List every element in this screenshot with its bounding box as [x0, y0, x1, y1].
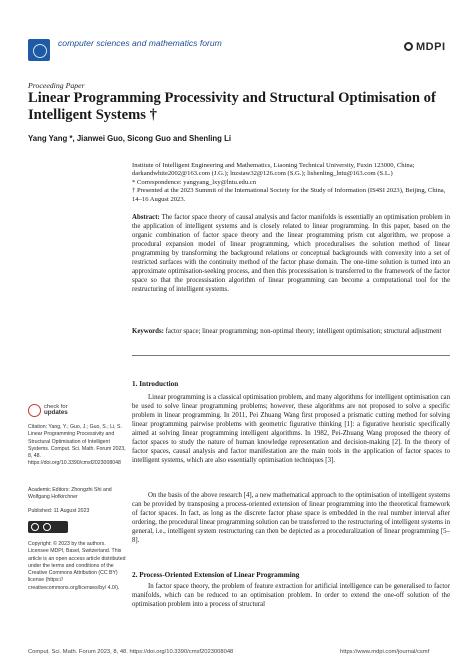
mdpi-logo-icon [404, 42, 413, 51]
paper-type: Proceeding Paper [28, 81, 85, 90]
affiliation: Institute of Intelligent Engineering and Mathematics, Liaoning Technical University, Fuxin 123000, China; darkandwhite2002@163.com (J.G.); lnzstaw32@126.com (S.G.); lishenling_lntu@163.com (S.L.) [132, 162, 415, 178]
keywords-text: factor space; linear programming; non-optimal theory; intelligent optimisation; structural adjustment [165, 328, 442, 335]
copyright-block: Copyright: © 2023 by the authors. Licensee MDPI, Basel, Switzerland. This article is an open access article distributed under the terms and conditions of the Creative Commons Attribution (CC BY) license (https:// creativecommons.org/licenses/by/ 4.0/). [28, 541, 126, 591]
section-title-introduction: 1. Introduction [132, 380, 179, 388]
abstract-label: Abstract: [132, 214, 160, 221]
keywords [132, 327, 450, 336]
citation-block: Citation: Yang, Y.; Guo, J.; Guo, S.; Li, S. Linear Programming Processivity and Structural Optimisation of Intelligent Systems. Comput. Sci. Math. Forum 2023, 8, 48. https://doi.org/10.3390/cmsf2023008048 [28, 424, 126, 467]
footer-journal-url[interactable]: https://www.mdpi.com/journal/csmf [340, 649, 430, 655]
abstract [132, 213, 450, 294]
section2-paragraph-1: In factor space theory, the problem of feature extraction for artificial intelligence can be generalised to factor manifolds, which can be reduced to an optimisation problem. In order to extend the one-off solution of the optimisation problem into a process of structural [132, 583, 450, 608]
paper-title: Linear Programming Processivity and Structural Optimisation of Intelligent Systems † [28, 90, 436, 123]
academic-editors: Academic Editors: Zhongzhi Shi and Wolfgang Hofkirchner [28, 487, 112, 501]
publisher-logo: MDPI [416, 41, 446, 53]
cc-license-icon[interactable] [28, 521, 68, 533]
check-updates-icon[interactable] [28, 404, 41, 417]
journal-name: computer sciences and mathematics forum [58, 38, 222, 48]
check-for-label: check for [44, 404, 68, 410]
presented-note: † Presented at the 2023 Summit of the International Society for the Study of Information (IS4SI 2023), Beijing, China, 14–16 August 2023. [132, 187, 446, 203]
intro-paragraph-1: Linear programming is a classical optimisation problem, and many algorithms for intelligent optimisation can be used to solve linear programming problems; however, these algorithms are not proposed to solve a specific problem in linear programming. In 2011, Pei Zhuang Wang first proposed a prismatic cutting method for solving linear programming pairwise problems with geometric figurative thinking [1]: a figurative heuristic specifically aimed at solving linear programming intelligent algorithms. In 1982, Pei-Zhuang Wang proposed the theory of factor spaces to study the nature of human knowledge representation and decision-making [2]. In the theory of factor spaces, causal analysis and factor manifestation are the main tools in the application of factor spaces to intelligent systems, which are also essentially optimisation techniques [3]. [132, 394, 450, 464]
correspondence: * Correspondence: yangyang_lxy@lntu.edu.cn [132, 178, 256, 186]
section-title-extension: 2. Process-Oriented Extension of Linear Programming [132, 571, 300, 579]
intro-paragraph-2: On the basis of the above research [4], a new mathematical approach to the optimisation of intelligent systems can be provided by transposing a process-oriented extension of linear programming into the theoretical framework of factor spaces. In fact, as long as the discrete factor phase space is embedded in the real number interval after ordering, the procedural linear programming solution can be transferred to the restructuring of intelligent systems in general, i.e., intelligent system restructuring can then be depicted as a proceduralization of linear programming [5–8]. [132, 492, 450, 544]
abstract-text: The factor space theory of causal analysis and factor manifolds is essentially an optimisation problem in the application of intelligent systems and is closely related to linear programming. In this paper, based on the organic combination of factor space theory and the linear programming prism cut algorithm, we propose a procedural expansion model of linear programming, which proceduralises the solution method of linear programming by transforming the background relations or conceptual backgrounds with convexity into a set of restricted surfaces with the continuity method of the factor phase domain. The one-time solution is turned into an approximate optimisation-seeking process, and then this processisation is transferred to the framework of the factor space so that the processisation algorithm of linear programming can become a computational tool for the restructuring of intelligent systems. [132, 214, 451, 293]
keywords-label: Keywords: [132, 328, 164, 335]
author-list: Yang Yang *, Jianwei Guo, Sicong Guo and Shenling Li [28, 134, 232, 143]
journal-logo [28, 39, 50, 61]
updates-label: updates [44, 409, 68, 417]
published-date: Published: 11 August 2023 [28, 508, 90, 514]
divider [132, 355, 450, 356]
affiliation-block [132, 162, 450, 204]
footer-citation[interactable]: Comput. Sci. Math. Forum 2023, 8, 48. https://doi.org/10.3390/cmsf2023008048 [28, 649, 234, 655]
check-updates-button[interactable] [44, 404, 68, 417]
